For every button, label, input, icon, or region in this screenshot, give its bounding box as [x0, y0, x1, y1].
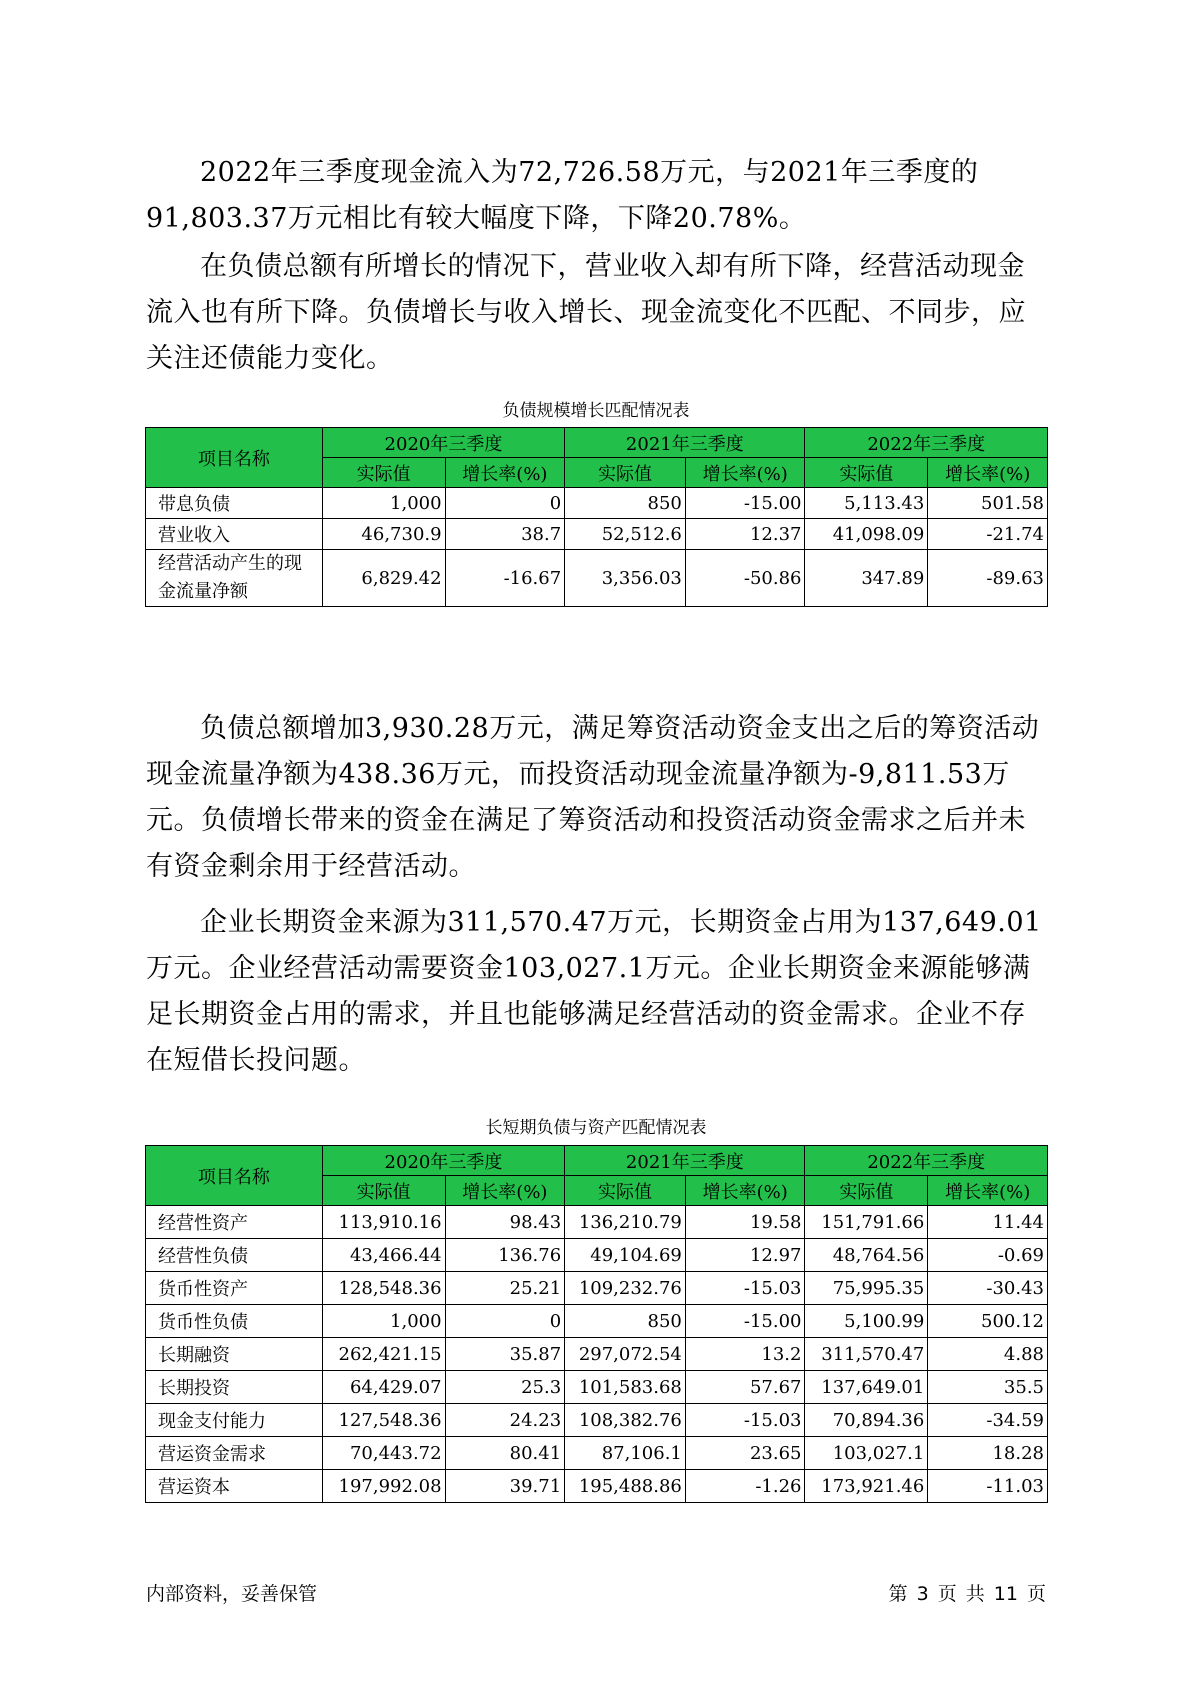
row-name: 经营性资产 [146, 1206, 323, 1239]
cell-value: 0 [445, 1305, 565, 1338]
paragraph-2: 在负债总额有所增长的情况下，营业收入却有所下降，经营活动现金流入也有所下降。负债增长与收入增长、现金流变化不匹配、不同步，应关注还债能力变化。 [146, 251, 1026, 374]
cell-value: 311,570.47 [805, 1338, 928, 1371]
cell-value: 43,466.44 [322, 1239, 445, 1272]
row-name: 经营性负债 [146, 1239, 323, 1272]
period-header: 2020年三季度 [322, 1146, 564, 1176]
cell-value: 46,730.9 [322, 519, 445, 550]
cell-value: 850 [565, 488, 686, 519]
cell-value: 1,000 [322, 1305, 445, 1338]
table-row [146, 1470, 1048, 1503]
cell-value: 70,443.72 [322, 1437, 445, 1470]
cell-value: 108,382.76 [565, 1404, 686, 1437]
cell-value: 262,421.15 [322, 1338, 445, 1371]
row-name: 货币性资产 [146, 1272, 323, 1305]
cell-value: 48,764.56 [805, 1239, 928, 1272]
item-name-header: 项目名称 [146, 1146, 323, 1206]
actual-value-header: 实际值 [322, 1176, 445, 1206]
row-name: 长期投资 [146, 1371, 323, 1404]
cell-value: 850 [565, 1305, 686, 1338]
cell-value: 80.41 [445, 1437, 565, 1470]
table-row [146, 1437, 1048, 1470]
table1-caption: 负债规模增长匹配情况表 [502, 401, 690, 421]
row-name: 营业收入 [146, 519, 323, 550]
cell-value: 197,992.08 [322, 1470, 445, 1503]
table-row [146, 519, 1048, 550]
cell-value: 98.43 [445, 1206, 565, 1239]
period-header: 2021年三季度 [565, 1146, 805, 1176]
cell-value: 501.58 [928, 488, 1048, 519]
cell-value: 0 [445, 488, 565, 519]
page-number: 第 3 页 共 11 页 [888, 1583, 1046, 1605]
paragraph-1: 2022年三季度现金流入为72,726.58万元，与2021年三季度的91,803.37万元相比有较大幅度下降，下降20.78%。 [146, 157, 979, 234]
cell-value: -16.67 [445, 550, 565, 607]
cell-value: 500.12 [928, 1305, 1048, 1338]
cell-value: 137,649.01 [805, 1371, 928, 1404]
table-row [146, 1338, 1048, 1371]
table-row [146, 1272, 1048, 1305]
cell-value: -0.69 [928, 1239, 1048, 1272]
table-row [146, 1371, 1048, 1404]
cell-value: 52,512.6 [565, 519, 686, 550]
cell-value: 113,910.16 [322, 1206, 445, 1239]
cell-value: 173,921.46 [805, 1470, 928, 1503]
cell-value: -34.59 [928, 1404, 1048, 1437]
cell-value: 1,000 [322, 488, 445, 519]
cell-value: 18.28 [928, 1437, 1048, 1470]
row-name: 长期融资 [146, 1338, 323, 1371]
cell-value: -89.63 [928, 550, 1048, 607]
row-name: 营运资本 [146, 1470, 323, 1503]
cell-value: 19.58 [685, 1206, 805, 1239]
cell-value: 12.37 [685, 519, 805, 550]
cell-value: 3,356.03 [565, 550, 686, 607]
term-matching-table [145, 1145, 1048, 1503]
growth-rate-header: 增长率(%) [685, 458, 805, 488]
cell-value: -11.03 [928, 1470, 1048, 1503]
cell-value: 24.23 [445, 1404, 565, 1437]
cell-value: 64,429.07 [322, 1371, 445, 1404]
actual-value-header: 实际值 [565, 1176, 686, 1206]
cell-value: -15.00 [685, 1305, 805, 1338]
confidentiality-note: 内部资料，妥善保管 [146, 1583, 318, 1605]
cell-value: 109,232.76 [565, 1272, 686, 1305]
cell-value: 151,791.66 [805, 1206, 928, 1239]
period-header: 2022年三季度 [805, 1146, 1048, 1176]
cell-value: 13.2 [685, 1338, 805, 1371]
paragraph-4: 企业长期资金来源为311,570.47万元，长期资金占用为137,649.01万元。企业经营活动需要资金103,027.1万元。企业长期资金来源能够满足长期资金占用的需求，并且也能够满足经营活动的资金需求。企业不存在短借长投问题。 [146, 907, 1042, 1076]
table-row [146, 550, 1048, 607]
row-name: 带息负债 [146, 488, 323, 519]
item-name-header: 项目名称 [146, 428, 323, 488]
cell-value: 49,104.69 [565, 1239, 686, 1272]
cell-value: 347.89 [805, 550, 928, 607]
cell-value: 12.97 [685, 1239, 805, 1272]
cell-value: 103,027.1 [805, 1437, 928, 1470]
cell-value: -15.00 [685, 488, 805, 519]
paragraph-3: 负债总额增加3,930.28万元，满足筹资活动资金支出之后的筹资活动现金流量净额为438.36万元，而投资活动现金流量净额为-9,811.53万元。负债增长带来的资金在满足了筹资活动和投资活动资金需求之后并未有资金剩余用于经营活动。 [146, 713, 1040, 882]
cell-value: -30.43 [928, 1272, 1048, 1305]
cell-value: 136.76 [445, 1239, 565, 1272]
cell-value: 297,072.54 [565, 1338, 686, 1371]
cell-value: 128,548.36 [322, 1272, 445, 1305]
growth-rate-header: 增长率(%) [445, 458, 565, 488]
cell-value: 87,106.1 [565, 1437, 686, 1470]
actual-value-header: 实际值 [805, 458, 928, 488]
period-header: 2020年三季度 [322, 428, 564, 458]
cell-value: 25.3 [445, 1371, 565, 1404]
table-row [146, 1206, 1048, 1239]
debt-scale-table [145, 427, 1048, 607]
cell-value: 5,113.43 [805, 488, 928, 519]
growth-rate-header: 增长率(%) [685, 1176, 805, 1206]
table-row [146, 1305, 1048, 1338]
cell-value: -1.26 [685, 1470, 805, 1503]
cell-value: 35.87 [445, 1338, 565, 1371]
cell-value: -21.74 [928, 519, 1048, 550]
table-row [146, 1404, 1048, 1437]
cell-value: 23.65 [685, 1437, 805, 1470]
cell-value: 6,829.42 [322, 550, 445, 607]
actual-value-header: 实际值 [805, 1176, 928, 1206]
growth-rate-header: 增长率(%) [928, 1176, 1048, 1206]
cell-value: -50.86 [685, 550, 805, 607]
cell-value: 25.21 [445, 1272, 565, 1305]
cell-value: 101,583.68 [565, 1371, 686, 1404]
row-name: 货币性负债 [146, 1305, 323, 1338]
period-header: 2021年三季度 [565, 428, 805, 458]
cell-value: 5,100.99 [805, 1305, 928, 1338]
cell-value: 127,548.36 [322, 1404, 445, 1437]
cell-value: 57.67 [685, 1371, 805, 1404]
cell-value: 41,098.09 [805, 519, 928, 550]
period-header: 2022年三季度 [805, 428, 1048, 458]
cell-value: -15.03 [685, 1272, 805, 1305]
growth-rate-header: 增长率(%) [445, 1176, 565, 1206]
cell-value: 75,995.35 [805, 1272, 928, 1305]
cell-value: 4.88 [928, 1338, 1048, 1371]
cell-value: -15.03 [685, 1404, 805, 1437]
row-name: 营运资金需求 [146, 1437, 323, 1470]
actual-value-header: 实际值 [322, 458, 445, 488]
table2-caption: 长短期负债与资产匹配情况表 [485, 1118, 707, 1138]
table-row [146, 1239, 1048, 1272]
cell-value: 35.5 [928, 1371, 1048, 1404]
cell-value: 136,210.79 [565, 1206, 686, 1239]
cell-value: 39.71 [445, 1470, 565, 1503]
cell-value: 70,894.36 [805, 1404, 928, 1437]
cell-value: 195,488.86 [565, 1470, 686, 1503]
cell-value: 38.7 [445, 519, 565, 550]
cell-value: 11.44 [928, 1206, 1048, 1239]
row-name: 经营活动产生的现金流量净额 [146, 550, 323, 607]
table-row [146, 488, 1048, 519]
actual-value-header: 实际值 [565, 458, 686, 488]
growth-rate-header: 增长率(%) [928, 458, 1048, 488]
row-name: 现金支付能力 [146, 1404, 323, 1437]
